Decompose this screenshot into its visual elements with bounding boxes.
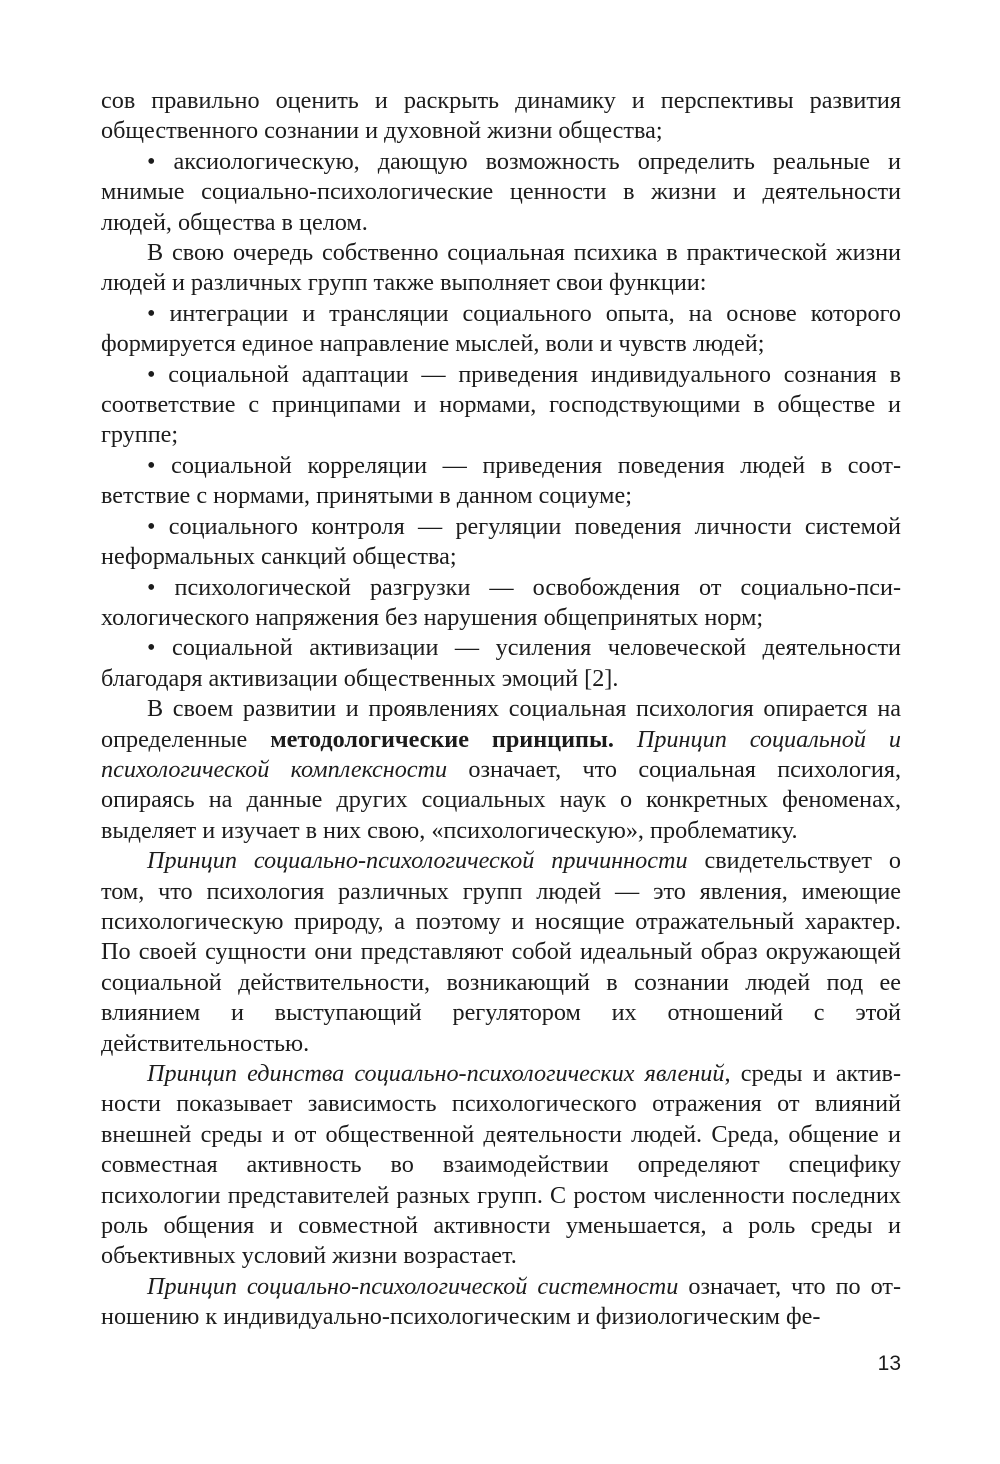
paragraph-12: Принцип единства социально-психологических явлений, среды и активности показывает зависимость психологического отражения от влияний внешней среды и от общественной деятельности людей. Среда, общение и совместная активность во взаимодействии определяют специфику психологии представителей разных групп. С ростом численности последних роль общения и совместной активности уменьшается, а роль среды и объективных условий жизни возрастает. <box>101 1060 901 1270</box>
italic-term: Принцип социальной и психологической комплексности <box>101 725 901 783</box>
paragraph-10: В своем развитии и проявлениях социальная психология опирается на определенные методологические принципы. Принцип социальной и психологической комплексности означает, что социальная психология, опираясь на данные других социальных наук о конкретных феноменах, выделяет и изучает в них свою, «психологическую», проблематику. <box>101 695 901 844</box>
paragraph-1: сов правильно оценить и раскрыть динамику и перспективы развития общественного сознании и духовной жизни общества; <box>101 87 901 145</box>
paragraph-7: • социального контроля — регуляции поведения личности системой неформальных санкций общества; <box>101 512 901 571</box>
italic-term: Принцип единства социально-психологических явлений <box>147 1060 725 1087</box>
page-body <box>101 86 901 1333</box>
page-number: 13 <box>877 1352 901 1375</box>
paragraph-3: В свою очередь собственно социальная психика в практической жизни людей и различных групп также выполняет свои функции: <box>101 239 901 297</box>
paragraph-6: • социальной корреляции — приведения поведения людей в соответствие с нормами, принятыми в данном социуме; <box>101 451 901 510</box>
paragraph-4: • интеграции и трансляции социального опыта, на основе которого формируется единое направление мыслей, воли и чувств людей; <box>101 299 901 358</box>
paragraph-11: Принцип социально-психологической причинности свидетельствует о том, что психология различных групп людей — это явления, имеющие психологическую природу, а поэтому и носящие отражательный характер. По своей сущности они представляют собой идеальный образ окружающей социальной действительности, возникающий в сознании людей под ее влиянием и выступающий регулятором их отношений с этой действительностью. <box>101 847 902 1057</box>
paragraph-8: • психологической разгрузки — освобождения от социально-психологического напряжения без нарушения общепринятых норм; <box>101 573 901 631</box>
paragraph-9: • социальной активизации — усиления человеческой деятельности благодаря активизации общественных эмоций [2]. <box>101 634 901 692</box>
italic-term: Принцип социально-психологической причинности <box>147 847 688 875</box>
italic-term: Принцип социально-психологической системности <box>147 1272 679 1300</box>
paragraph-2: • аксиологическую, дающую возможность определить реальные и мнимые социально-психологические ценности в жизни и деятельности людей, общества в целом. <box>101 147 901 236</box>
paragraph-5: • социальной адаптации — приведения индивидуального сознания в соответствие с принципами и нормами, господствующими в обществе и группе; <box>101 360 901 449</box>
paragraph-13: Принцип социально-психологической системности означает, что по отношению к индивидуально-психологическим и физиологическим фе- <box>101 1272 902 1331</box>
bold-term: методологические принципы. <box>270 725 614 753</box>
